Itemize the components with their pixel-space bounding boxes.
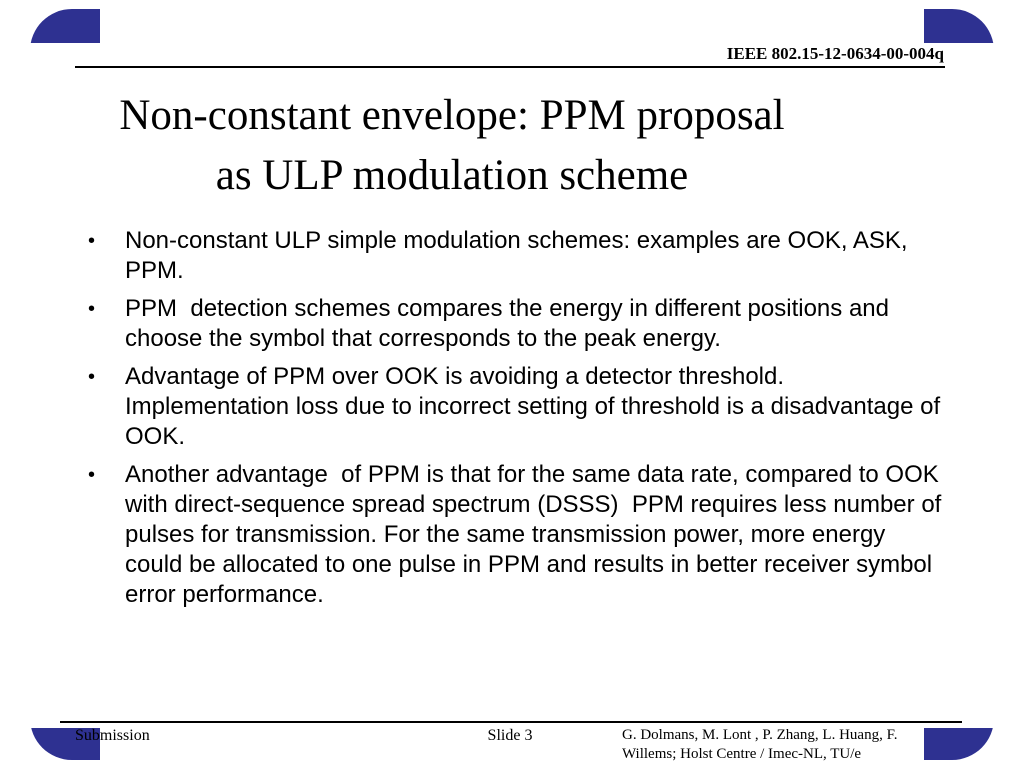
footer-submission-label: Submission [75,727,150,744]
bullet-text: PPM detection schemes compares the energy in different positions and choose the symbol that corresponds to the peak energy. [125,295,896,352]
bullet-marker: • [88,298,96,320]
bullet-list [88,226,948,618]
footer-authors-line1: G. Dolmans, M. Lont , P. Zhang, L. Huang, F. [622,727,898,743]
bullet-text: Advantage of PPM over OOK is avoiding a detector threshold. Implementation loss due to incorrect setting of threshold is a disadvantage of OOK. [125,363,947,450]
footer-authors [622,726,927,764]
bullet-item [88,362,948,452]
slide-title-line2: as ULP modulation scheme [215,152,689,199]
slide-title [52,86,852,206]
footer-rule [60,721,962,723]
header-doc-id: IEEE 802.15-12-0634-00-004q [726,44,944,63]
bullet-item [88,294,948,354]
bullet-text: Another advantage of PPM is that for the same data rate, compared to OOK with direct-sequence spread spectrum (DSSS) PPM requires less number of pulses for transmission. For the same transmission power, more energy could be allocated to one pulse in PPM and results in better receiver symbol error performance. [125,461,948,608]
bullet-marker: • [88,366,96,388]
header-rule [75,66,945,68]
bullet-marker: • [88,464,96,486]
footer-slide-number: Slide 3 [487,727,533,744]
footer-authors-line2: Willems; Holst Centre / Imec-NL, TU/e [622,746,862,762]
slide-title-line1: Non-constant envelope: PPM proposal [119,92,785,139]
bullet-text: Non-constant ULP simple modulation schemes: examples are OOK, ASK, PPM. [125,227,915,284]
bullet-item [88,226,948,286]
bullet-item [88,460,948,610]
bullet-marker: • [88,230,96,252]
